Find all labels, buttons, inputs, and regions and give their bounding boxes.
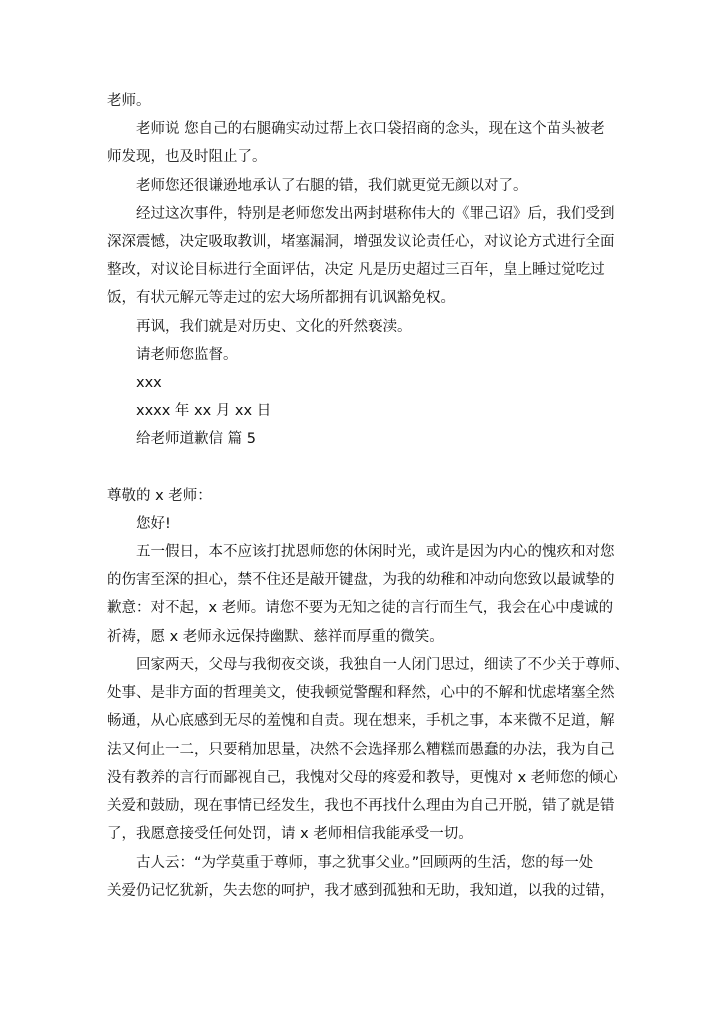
text-line: 回家两天，父母与我彻夜交谈，我独自一人闭门思过，细读了不少关于尊师、 (136, 657, 629, 673)
greeting: 您好! (136, 516, 171, 532)
text-line: 请老师您监督。 (136, 347, 238, 363)
text-line: 关爱仍记忆犹新，失去您的呵护，我才感到孤独和无助，我知道，以我的过错， (107, 883, 615, 899)
text-line: 再讽，我们就是对历史、文化的歼然亵渎。 (136, 319, 412, 335)
text-line: 老师。 (107, 93, 151, 109)
text-line: 祈祷，愿 x 老师永远保持幽默、慈祥而厚重的微笑。 (107, 629, 444, 645)
text-line: 整改，对议论目标进行全面评估，决定 凡是历史超过三百年，皇上睡过觉吃过 (107, 262, 605, 278)
text-line: 处事、是非方面的哲理美文，使我顿觉警醒和释然，心中的不解和忧虑堵塞全然 (107, 685, 615, 701)
text-line: 老师您还很谦逊地承认了右腿的错，我们就更觉无颜以对了。 (136, 178, 528, 194)
salutation: 尊敬的 x 老师： (107, 488, 212, 504)
text-line: 歉意：对不起，x 老师。请您不要为无知之徒的言行而生气，我会在心中虔诚的 (107, 600, 614, 616)
text-line: 了，我愿意接受任何处罚，请 x 老师相信我能承受一切。 (107, 826, 473, 842)
text-line: 五一假日，本不应该打扰恩师您的休闲时光，或许是因为内心的愧疚和对您 (136, 544, 615, 560)
text-line: 关爱和鼓励，现在事情已经发生，我也不再找什么理由为自己开脱，错了就是错 (107, 798, 615, 814)
text-line: 畅通，从心底感到无尽的羞愧和自责。现在想来，手机之事，本来微不足道，解 (107, 713, 615, 729)
signature-date: xxxx 年 xx 月 xx 日 (136, 403, 272, 419)
text-line: 经过这次事件，特别是老师您发出两封堪称伟大的《罪己诏》后，我们受到 (136, 206, 615, 222)
text-line: 饭，有状元解元等走过的宏大场所都拥有讥讽豁免权。 (107, 290, 455, 306)
text-line: 法又何止一二，只要稍加思量，决然不会选择那么糟糕而愚蠢的办法，我为自己 (107, 742, 615, 758)
text-line: 的伤害至深的担心，禁不住还是敲开键盘，为我的幼稚和冲动向您致以最诚挚的 (107, 572, 615, 588)
text-line: 古人云：“为学莫重于尊师，事之犹事父业。”回顾两的生活，您的每一处 (136, 855, 594, 871)
signature-name: xxx (136, 375, 162, 391)
text-line: 深深震憾，决定吸取教训，堵塞漏洞，增强发议论责任心，对议论方式进行全面 (107, 234, 615, 250)
text-line: 没有教养的言行而鄙视自己，我愧对父母的疼爱和教导，更愧对 x 老师您的倾心 (107, 770, 618, 786)
section-heading: 给老师道歉信 篇 5 (136, 431, 256, 447)
text-line: 老师说 您自己的右腿确实动过帮上衣口袋招商的念头，现在这个苗头被老 (136, 121, 605, 137)
text-line: 师发现，也及时阻止了。 (107, 149, 267, 165)
